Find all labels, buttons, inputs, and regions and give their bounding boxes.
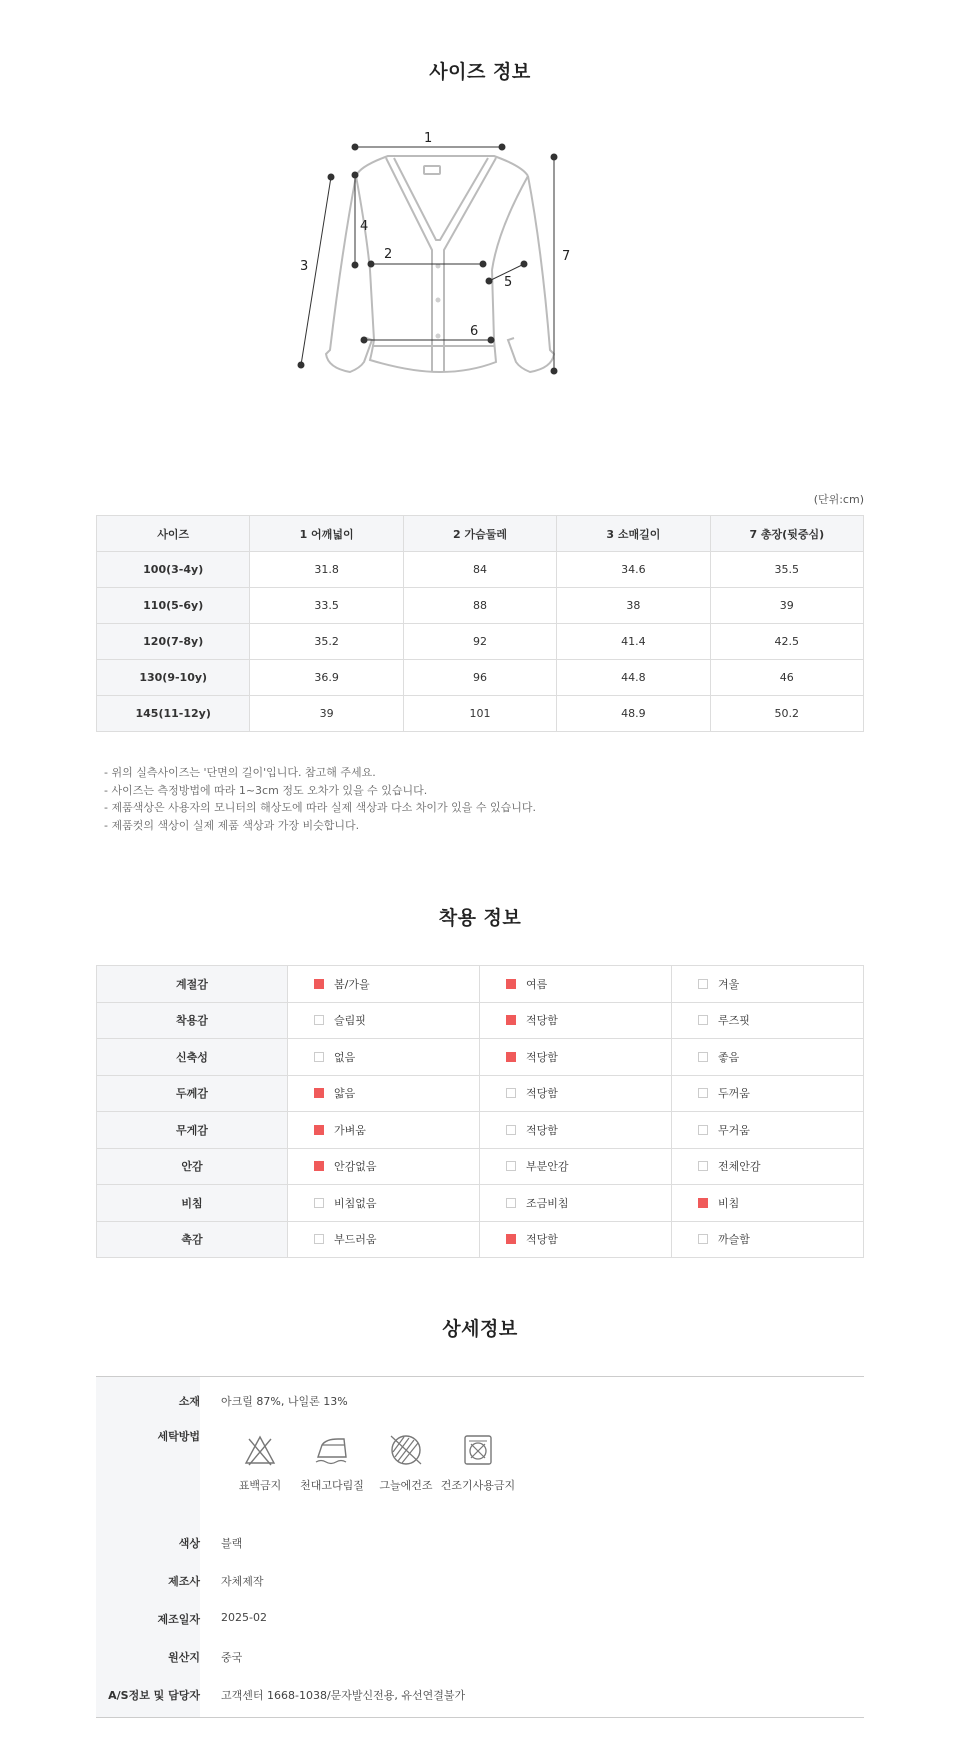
note-line: - 위의 실측사이즈는 '단면의 길이'입니다. 참고해 주세요. (104, 766, 376, 779)
fit-option-label: 좋음 (718, 1050, 740, 1064)
size-value-cell: 33.5 (250, 588, 403, 624)
checked-box-icon (314, 1088, 324, 1098)
shade-dry-label: 그늘에건조 (379, 1479, 433, 1492)
date-value: 2025-02 (221, 1611, 267, 1624)
fit-row-label: 무게감 (97, 1112, 288, 1149)
fit-option (672, 1148, 864, 1185)
fit-row-label: 계절감 (97, 966, 288, 1003)
label-5: 5 (504, 275, 513, 290)
detail-info-title: 상세정보 (442, 1318, 518, 1340)
date-label: 제조일자 (157, 1613, 200, 1626)
note-line: - 제품색상은 사용자의 모니터의 해상도에 따라 실제 색상과 다소 차이가 있을 수 있습니다. (104, 801, 536, 814)
fit-option (288, 1148, 480, 1185)
fit-option-label: 얇음 (334, 1087, 356, 1101)
color-value: 블랙 (221, 1537, 243, 1550)
fit-option (480, 1148, 672, 1185)
unchecked-box-icon (698, 1088, 708, 1098)
unchecked-box-icon (698, 1234, 708, 1244)
unchecked-box-icon (314, 1234, 324, 1244)
unchecked-box-icon (506, 1125, 516, 1135)
fit-option-label: 두꺼움 (718, 1087, 750, 1101)
wash-item-no-tumble-dry (439, 1433, 517, 1493)
iron-label: 천대고다림질 (300, 1479, 364, 1492)
table-row (97, 1002, 864, 1039)
size-value-cell: 84 (403, 552, 556, 588)
note-line: - 사이즈는 측정방법에 따라 1~3cm 정도 오차가 있을 수 있습니다. (104, 783, 428, 797)
fit-option (288, 1221, 480, 1258)
label-7: 7 (562, 249, 571, 264)
as-value: 고객센터 1668-1038/문자발신전용, 유선연결불가 (221, 1689, 466, 1702)
unchecked-box-icon (698, 1161, 708, 1171)
cardigan-buttons (436, 264, 441, 339)
label-2: 2 (384, 247, 393, 262)
table-row (97, 1221, 864, 1258)
unchecked-box-icon (314, 1052, 324, 1062)
fit-option-label: 조금비침 (526, 1196, 569, 1210)
fit-option-label: 까슬함 (718, 1233, 750, 1247)
no-iron-icon (312, 1433, 352, 1467)
measurement-lines (298, 144, 557, 374)
size-name-cell: 145(11-12y) (97, 696, 250, 732)
origin-value: 중국 (221, 1651, 243, 1664)
fit-option-label: 루즈핏 (718, 1014, 750, 1028)
size-value-cell: 41.4 (557, 624, 710, 660)
checked-box-icon (506, 1234, 516, 1244)
material-label: 소재 (178, 1395, 200, 1408)
fit-option (288, 1185, 480, 1222)
wash-label: 세탁방법 (157, 1430, 200, 1443)
fit-info-title: 착용 정보 (438, 907, 522, 929)
label-6: 6 (470, 324, 479, 339)
fit-option (672, 1002, 864, 1039)
fit-option (480, 1002, 672, 1039)
maker-value: 자체제작 (221, 1575, 264, 1588)
fit-row-label: 착용감 (97, 1002, 288, 1039)
detail-table (96, 1376, 864, 1718)
checked-box-icon (698, 1198, 708, 1208)
size-value-cell: 35.5 (710, 552, 863, 588)
size-value-cell: 31.8 (250, 552, 403, 588)
label-1: 1 (424, 131, 433, 146)
table-row (97, 1075, 864, 1112)
checked-box-icon (506, 979, 516, 989)
fit-option-label: 부드러움 (334, 1233, 377, 1247)
size-info-title: 사이즈 정보 (429, 61, 531, 83)
fit-option-label: 적당함 (526, 1233, 558, 1247)
fit-table (96, 965, 864, 1258)
checked-box-icon (314, 1161, 324, 1171)
label-3: 3 (300, 259, 309, 274)
fit-option (480, 1075, 672, 1112)
origin-label: 원산지 (168, 1651, 200, 1664)
unit-label: (단위:cm) (813, 493, 864, 506)
fit-option (672, 966, 864, 1003)
label-4: 4 (360, 219, 369, 234)
no-tumble-dry-icon (461, 1433, 495, 1467)
table-row (97, 966, 864, 1003)
size-table-header (97, 516, 864, 552)
table-row (97, 588, 864, 624)
wash-icons (221, 1433, 521, 1513)
fit-option-label: 부분안감 (526, 1160, 569, 1174)
unchecked-box-icon (698, 979, 708, 989)
shade-dry-icon (387, 1433, 425, 1467)
fit-option (288, 1075, 480, 1112)
size-value-cell: 39 (710, 588, 863, 624)
size-name-cell: 100(3-4y) (97, 552, 250, 588)
table-row (97, 624, 864, 660)
fit-option (672, 1075, 864, 1112)
size-value-cell: 34.6 (557, 552, 710, 588)
size-table (96, 515, 864, 732)
measurement-numbers (300, 131, 570, 339)
wash-item-no-bleach (221, 1433, 299, 1493)
size-header-cell: 3 소매길이 (557, 516, 710, 552)
fit-option-label: 겨울 (718, 977, 740, 991)
fit-row-label: 촉감 (97, 1221, 288, 1258)
fit-option-label: 적당함 (526, 1087, 558, 1101)
fit-option (480, 966, 672, 1003)
color-label: 색상 (178, 1537, 200, 1550)
fit-option (672, 1221, 864, 1258)
size-value-cell: 101 (403, 696, 556, 732)
size-value-cell: 46 (710, 660, 863, 696)
size-notes (104, 764, 536, 834)
unchecked-box-icon (698, 1015, 708, 1025)
fit-option (480, 1039, 672, 1076)
checked-box-icon (314, 979, 324, 989)
fit-row-label: 두께감 (97, 1075, 288, 1112)
size-header-cell: 7 총장(뒷중심) (710, 516, 863, 552)
checked-box-icon (506, 1015, 516, 1025)
size-header-cell: 1 어깨넓이 (250, 516, 403, 552)
size-value-cell: 36.9 (250, 660, 403, 696)
size-header-cell: 사이즈 (97, 516, 250, 552)
fit-option-label: 안감없음 (334, 1160, 377, 1174)
fit-option-label: 가벼움 (334, 1123, 366, 1137)
size-name-cell: 130(9-10y) (97, 660, 250, 696)
fit-option-label: 비침없음 (334, 1196, 377, 1210)
size-value-cell: 50.2 (710, 696, 863, 732)
no-bleach-icon (243, 1433, 277, 1467)
size-header-cell: 2 가슴둘레 (403, 516, 556, 552)
size-value-cell: 42.5 (710, 624, 863, 660)
fit-option (288, 1039, 480, 1076)
fit-option-label: 슬림핏 (334, 1014, 366, 1028)
fit-option-label: 무거움 (718, 1123, 750, 1137)
fit-option-label: 적당함 (526, 1014, 558, 1028)
fit-option (480, 1185, 672, 1222)
fit-option (288, 966, 480, 1003)
fit-option-label: 적당함 (526, 1123, 558, 1137)
material-value: 아크릴 87%, 나일론 13% (221, 1395, 348, 1408)
fit-option-label: 여름 (526, 977, 548, 991)
fit-option (480, 1112, 672, 1149)
table-row (97, 660, 864, 696)
wash-item-iron (293, 1433, 371, 1493)
unchecked-box-icon (698, 1125, 708, 1135)
size-value-cell: 38 (557, 588, 710, 624)
size-value-cell: 48.9 (557, 696, 710, 732)
unchecked-box-icon (314, 1015, 324, 1025)
table-row (97, 1185, 864, 1222)
no-tumble-dry-label: 건조기사용금지 (440, 1479, 516, 1492)
fit-option (672, 1185, 864, 1222)
checked-box-icon (506, 1052, 516, 1062)
size-value-cell: 88 (403, 588, 556, 624)
unchecked-box-icon (506, 1161, 516, 1171)
cardigan-measurement-diagram (300, 131, 640, 430)
fit-option (480, 1221, 672, 1258)
fit-option-label: 비침 (718, 1196, 740, 1210)
fit-option-label: 적당함 (526, 1050, 558, 1064)
size-value-cell: 96 (403, 660, 556, 696)
fit-option (288, 1112, 480, 1149)
unchecked-box-icon (698, 1052, 708, 1062)
checked-box-icon (314, 1125, 324, 1135)
as-label: A/S정보 및 담당자 (108, 1689, 200, 1702)
fit-option (672, 1039, 864, 1076)
fit-option-label: 없음 (334, 1050, 356, 1064)
size-value-cell: 35.2 (250, 624, 403, 660)
table-row (97, 696, 864, 732)
size-value-cell: 39 (250, 696, 403, 732)
size-name-cell: 110(5-6y) (97, 588, 250, 624)
table-row (97, 1112, 864, 1149)
maker-label: 제조사 (168, 1575, 200, 1588)
table-row (97, 1039, 864, 1076)
size-value-cell: 92 (403, 624, 556, 660)
wash-item-shade-dry (367, 1433, 445, 1493)
fit-row-label: 안감 (97, 1148, 288, 1185)
table-row (97, 1148, 864, 1185)
fit-row-label: 비침 (97, 1185, 288, 1222)
fit-option (288, 1002, 480, 1039)
unchecked-box-icon (314, 1198, 324, 1208)
fit-option-label: 봄/가을 (334, 977, 370, 991)
no-bleach-label: 표백금지 (238, 1479, 282, 1492)
unchecked-box-icon (506, 1198, 516, 1208)
table-row (97, 552, 864, 588)
size-name-cell: 120(7-8y) (97, 624, 250, 660)
unchecked-box-icon (506, 1088, 516, 1098)
fit-row-label: 신축성 (97, 1039, 288, 1076)
size-value-cell: 44.8 (557, 660, 710, 696)
fit-option-label: 전체안감 (718, 1160, 761, 1174)
note-line: - 제품컷의 색상이 실제 제품 색상과 가장 비슷합니다. (104, 818, 360, 832)
fit-option (672, 1112, 864, 1149)
